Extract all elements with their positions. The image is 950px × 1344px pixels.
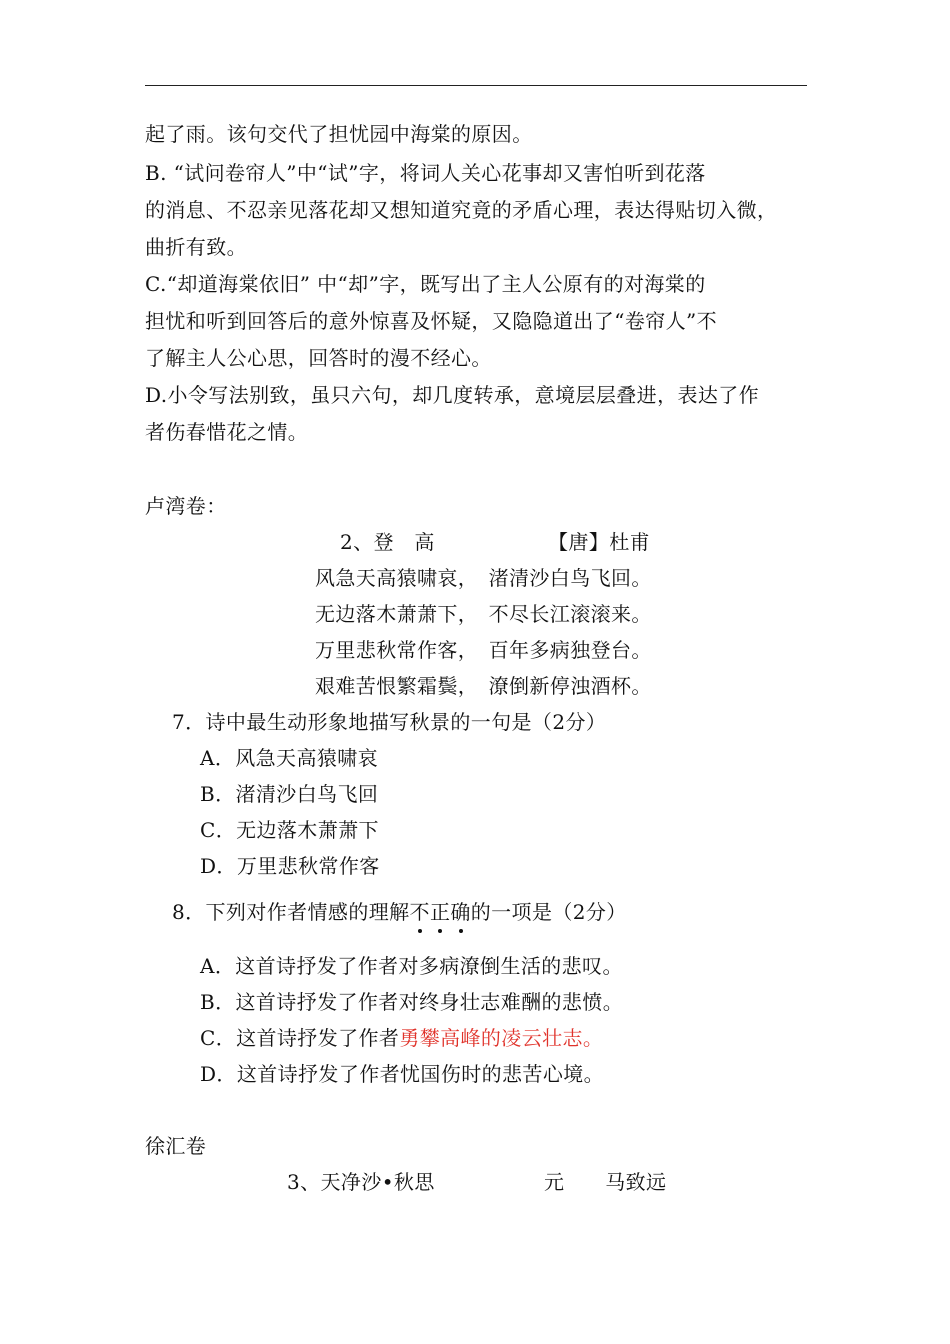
question-7-option: A．风急天高猿啸哀 <box>200 746 379 770</box>
emphasis-char: 不 <box>410 900 430 924</box>
question-8-option: B．这首诗抒发了作者对终身壮志难酬的悲愤。 <box>200 990 624 1014</box>
question-8-option-c <box>200 1026 603 1050</box>
text-line: 起了雨。该句交代了担忧园中海棠的原因。 <box>145 122 533 146</box>
poem-line: 无边落木萧萧下， 不尽长江滚滚来。 <box>315 602 652 626</box>
emphasis-dot <box>438 929 442 933</box>
question-7-option: C．无边落木萧萧下 <box>200 818 379 842</box>
poem-line: 艰难苦恨繁霜鬓， 潦倒新停浊酒杯。 <box>315 674 652 698</box>
question-7-option: D．万里悲秋常作客 <box>200 854 380 878</box>
poem-line: 风急天高猿啸哀， 渚清沙白鸟飞回。 <box>315 566 652 590</box>
question-8-stem-post: 的一项是（2分） <box>470 900 627 924</box>
poem-line: 万里悲秋常作客， 百年多病独登台。 <box>315 638 652 662</box>
poem-author: 【唐】杜甫 <box>548 530 650 554</box>
option-d-line: D.小令写法别致，虽只六句，却几度转承，意境层层叠进，表达了作 <box>145 383 760 407</box>
poem-title: 3、天净沙•秋思 <box>287 1170 435 1194</box>
option-c-text: C．这首诗抒发了作者 <box>200 1026 400 1050</box>
emphasis-dot <box>459 929 463 933</box>
option-c-line: 担忧和听到回答后的意外惊喜及怀疑，又隐隐道出了“卷帘人”不 <box>145 309 718 333</box>
header-rule <box>145 85 807 86</box>
section-heading-xuhui: 徐汇卷 <box>145 1134 207 1158</box>
question-7-option: B．渚清沙白鸟飞回 <box>200 782 379 806</box>
question-7-stem: 7．诗中最生动形象地描写秋景的一句是（2分） <box>172 710 607 734</box>
option-d-line: 者伤春惜花之情。 <box>145 420 309 444</box>
question-8-option: D．这首诗抒发了作者忧国伤时的悲苦心境。 <box>200 1062 605 1086</box>
question-8-option: A．这首诗抒发了作者对多病潦倒生活的悲叹。 <box>200 954 623 978</box>
option-c-line: 了解主人公心思，回答时的漫不经心。 <box>145 346 492 370</box>
highlighted-answer: 勇攀高峰的凌云壮志。 <box>399 1026 604 1050</box>
emphasis-char: 确 <box>450 900 470 924</box>
option-b-line: 的消息、不忍亲见落花却又想知道究竟的矛盾心理，表达得贴切入微， <box>145 198 778 222</box>
question-8-stem <box>172 900 627 924</box>
option-b-line: B. “试问卷帘人”中“试”字，将词人关心花事却又害怕听到花落 <box>145 161 706 185</box>
emphasis-dot <box>418 929 422 933</box>
question-8-stem-pre: 8．下列对作者情感的理解 <box>172 900 410 924</box>
poem-title: 2、登 高 <box>340 530 435 554</box>
poem-author: 元 马致远 <box>544 1170 667 1194</box>
option-c-line: C.“却道海棠依旧” 中“却”字，既写出了主人公原有的对海棠的 <box>145 272 706 296</box>
section-heading-luwan: 卢湾卷： <box>145 494 227 518</box>
emphasis-char: 正 <box>430 900 450 924</box>
option-b-line: 曲折有致。 <box>145 235 247 259</box>
